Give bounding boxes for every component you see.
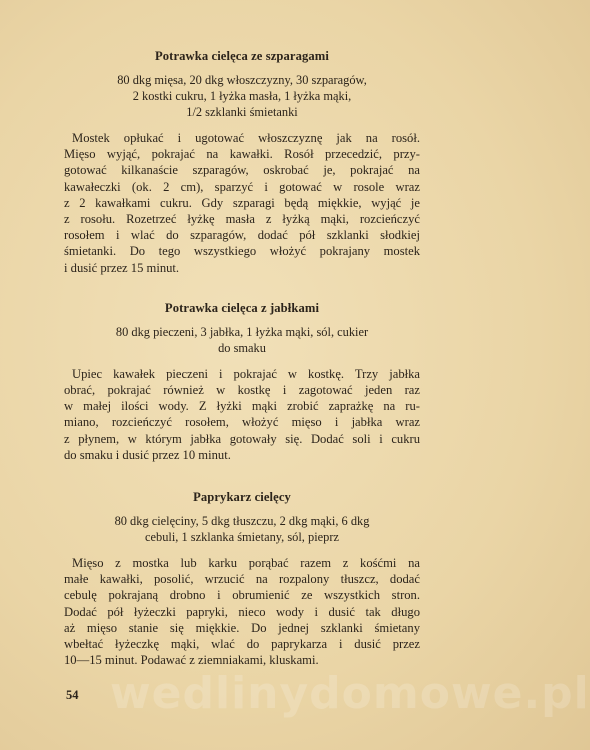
recipe-ingredients bbox=[70, 72, 414, 120]
instructions-line: Mostek opłukać i ugotować włoszczyznę jak na rosół. bbox=[72, 131, 420, 145]
instructions-line: Mięso z mostka lub karku porąbać razem z kośćmi na bbox=[72, 556, 420, 571]
recipe-potrawka-z-jablkami bbox=[64, 300, 420, 463]
instructions-line: wbełtać łyżeczkę mąki, wlać do paprykarza i dusić przez bbox=[64, 637, 420, 652]
recipe-ingredients bbox=[70, 324, 414, 356]
watermark: wedlinydomowe.pl bbox=[110, 668, 590, 719]
recipe-paprykarz-cielecy bbox=[64, 489, 420, 668]
instructions-line: do smaku i dusić przez 10 minut. bbox=[64, 447, 231, 462]
instructions-line: małe kawałki, posolić, wrzucić na rozpalony tłuszcz, dodać bbox=[64, 572, 420, 587]
instructions-line: Dodać pół łyżeczki papryki, nieco wody i dusić tak długo bbox=[64, 604, 420, 619]
recipe-instructions bbox=[64, 555, 420, 668]
instructions-line: Upiec kawałek pieczeni i pokrajać w kostkę. Trzy jabłka bbox=[72, 366, 420, 381]
instructions-line: obrać, pokrajać również w kostkę i zagotować jeden raz bbox=[64, 383, 420, 398]
instructions-line: z płynem, w którym jabłka gotowały się. Dodać soli i cukru bbox=[64, 431, 420, 446]
instructions-line: gotować kilkanaście szparagów, oskrobać je, pokrajać na bbox=[64, 163, 420, 178]
page-content bbox=[64, 48, 420, 668]
ingredients-line: do smaku bbox=[218, 340, 266, 355]
recipe-title: Potrawka cielęca z jabłkami bbox=[164, 300, 320, 315]
instructions-line: i dusić przez 15 minut. bbox=[64, 260, 180, 275]
recipe-title: Paprykarz cielęcy bbox=[193, 490, 291, 505]
instructions-line: Mięso wyjąć, pokrajać na kawałki. Rosół przecedzić, przy- bbox=[64, 147, 420, 162]
instructions-line: z rosołu. Rozetrzeć łyżkę masła z łyżką mąki, rozcieńczyć bbox=[64, 212, 420, 227]
recipe-instructions bbox=[64, 366, 420, 463]
ingredients-line: cebuli, 1 szklanka śmietany, sól, pieprz bbox=[145, 530, 339, 545]
recipe-ingredients bbox=[70, 513, 414, 545]
ingredients-line: 2 kostki cukru, 1 łyżka masła, 1 łyżka mąki, bbox=[132, 89, 352, 103]
recipe-title: Potrawka cielęca ze szparagami bbox=[154, 49, 329, 63]
ingredients-line: 80 dkg pieczeni, 3 jabłka, 1 łyżka mąki, sól, cukier bbox=[115, 324, 369, 339]
instructions-line: 10—15 minut. Podawać z ziemniakami, kluskami. bbox=[64, 653, 319, 668]
page-number: 54 bbox=[66, 688, 79, 702]
instructions-line: aż mięso stanie się miękkie. Do jednej szklanki śmietany bbox=[64, 620, 420, 635]
ingredients-line: 1/2 szklanki śmietanki bbox=[186, 105, 298, 119]
instructions-line: rosołem i wlać do szparagów, dodać pół szklanki słodkiej bbox=[64, 228, 420, 243]
instructions-line: śmietanki. Do tego wszystkiego włożyć pokrajany mostek bbox=[64, 244, 420, 259]
instructions-line: kawałeczki (ok. 2 cm), sparzyć i gotować w rosole wraz bbox=[64, 179, 420, 194]
recipe-potrawka-ze-szparagami bbox=[64, 48, 420, 276]
instructions-line: miano, rozcieńczyć rosołem, włożyć mięso i jabłka wraz bbox=[64, 415, 420, 430]
ingredients-line: 80 dkg mięsa, 20 dkg włoszczyzny, 30 szparagów, bbox=[117, 73, 367, 87]
instructions-line: cebulę pokrajaną drobno i obrumienić ze wszystkich stron. bbox=[64, 588, 420, 603]
instructions-line: w małej ilości wody. Z łyżki mąki zrobić zaprażkę na ru- bbox=[64, 399, 420, 414]
instructions-line: z 2 kawałkami cukru. Gdy szparagi będą miękkie, wyjąć je bbox=[64, 195, 420, 210]
recipe-instructions bbox=[64, 130, 420, 276]
ingredients-line: 80 dkg cielęciny, 5 dkg tłuszczu, 2 dkg mąki, 6 dkg bbox=[114, 514, 370, 529]
